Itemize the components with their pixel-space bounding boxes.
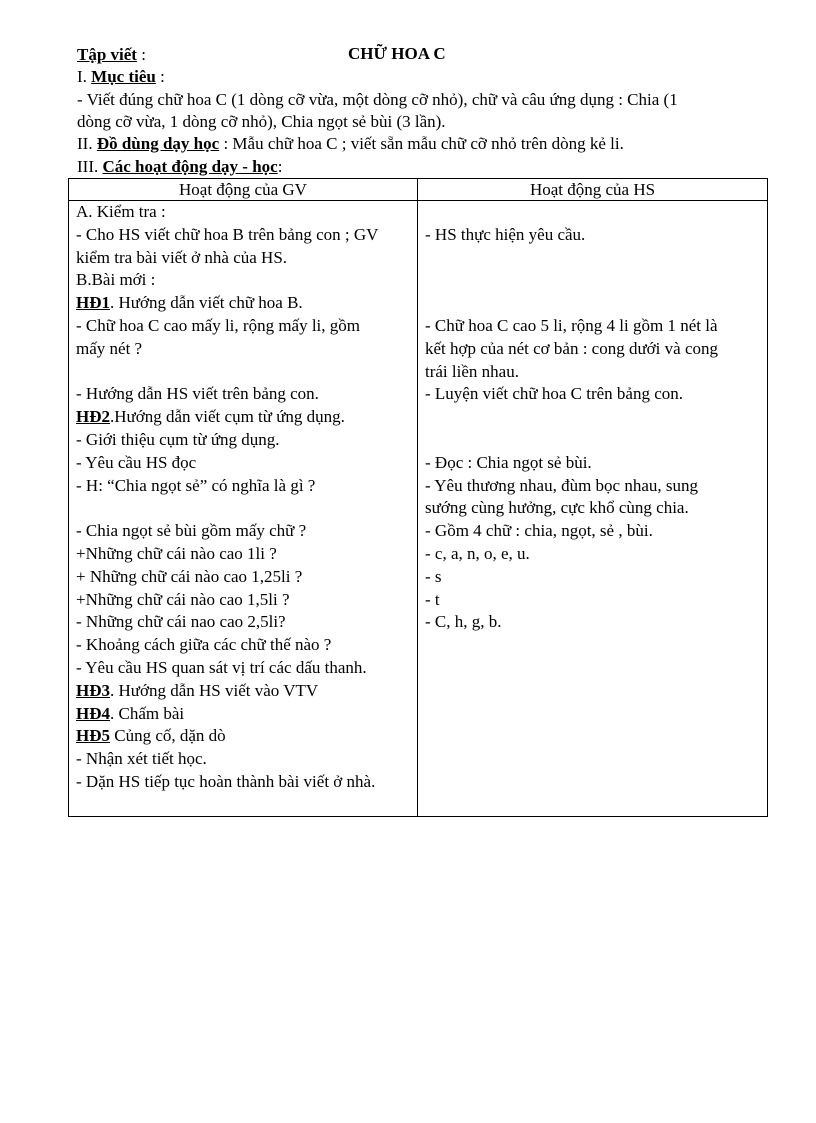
activities-num: III. <box>77 157 103 176</box>
gv-line: - Chữ hoa C cao mấy li, rộng mấy li, gồm <box>76 315 361 335</box>
hs-line: sướng cùng hưởng, cực khổ cùng chia. <box>425 498 689 518</box>
table-header-row <box>69 179 768 201</box>
gv-line: + Những chữ cái nào cao 1,25li ? <box>76 566 303 586</box>
gv-hd2-line <box>76 406 410 429</box>
gv-line: mấy nét ? <box>76 338 143 358</box>
gv-line: - Những chữ cái nao cao 2,5li? <box>76 612 286 632</box>
gv-hd1-line <box>76 292 410 315</box>
hs-line: - Gồm 4 chữ : chia, ngọt, sẻ , bùi. <box>425 521 653 541</box>
objectives-title: Mục tiêu <box>91 67 156 86</box>
gv-line: - Chia ngọt sẻ bùi gồm mấy chữ ? <box>76 521 307 541</box>
objectives-num: I. <box>77 67 92 86</box>
materials-text: : Mẫu chữ hoa C ; viết sẵn mẫu chữ cỡ nhỏ trên dòng kẻ li. <box>219 134 624 153</box>
hs-line: kết hợp của nét cơ bản : cong dưới và cong <box>425 338 718 358</box>
hs-line: - C, h, g, b. <box>425 612 502 632</box>
col-header-gv: Hoạt động của GV <box>69 179 418 201</box>
hs-line: - Yêu thương nhau, đùm bọc nhau, sung <box>425 475 699 495</box>
hs-line: - s <box>425 566 442 586</box>
gv-hd4-line <box>76 703 410 726</box>
hs-line: - Chữ hoa C cao 5 li, rộng 4 li gồm 1 nét là <box>425 315 718 335</box>
gv-line: kiểm tra bài viết ở nhà của HS. <box>76 247 288 267</box>
hs-line: - HS thực hiện yêu cầu. <box>425 224 586 244</box>
col-header-hs: Hoạt động của HS <box>418 179 768 201</box>
gv-line: - Cho HS viết chữ hoa B trên bảng con ; GV <box>76 224 379 244</box>
hd1-text: . Hướng dẫn viết chữ hoa B. <box>110 293 303 313</box>
activities-heading <box>77 156 282 177</box>
gv-line: B.Bài mới : <box>76 270 156 290</box>
hd5-label: HĐ5 <box>76 726 110 746</box>
gv-line: +Những chữ cái nào cao 1,5li ? <box>76 589 290 609</box>
objectives-heading <box>77 66 165 87</box>
activities-title: Các hoạt động dạy - học <box>102 157 278 176</box>
subject-label: Tập viết <box>77 45 137 64</box>
hd3-text: . Hướng dẫn HS viết vào VTV <box>110 680 319 700</box>
activities-suffix: : <box>277 157 283 176</box>
gv-line: - Nhận xét tiết học. <box>76 749 207 769</box>
gv-line: - Hướng dẫn HS viết trên bảng con. <box>76 384 319 404</box>
hd3-label: HĐ3 <box>76 680 110 700</box>
hd4-text: . Chấm bài <box>110 703 185 723</box>
hs-line: trái liền nhau. <box>425 361 519 381</box>
hd1-label: HĐ1 <box>76 293 110 313</box>
gv-hd5-line <box>76 725 410 748</box>
activities-table <box>68 178 768 817</box>
hd2-text: .Hướng dẫn viết cụm từ ứng dụng. <box>110 407 345 427</box>
subject-line <box>77 44 146 65</box>
objectives-line-1: - Viết đúng chữ hoa C (1 dòng cỡ vừa, một dòng cỡ nhỏ), chữ và câu ứng dụng : Chia (1 <box>77 90 678 109</box>
gv-cell <box>69 201 418 817</box>
hs-cell <box>418 201 768 817</box>
table-body-row <box>69 201 768 817</box>
gv-line: +Những chữ cái nào cao 1li ? <box>76 543 277 563</box>
hd4-label: HĐ4 <box>76 703 110 723</box>
gv-line: - Yêu cầu HS quan sát vị trí các dấu thanh. <box>76 657 367 677</box>
gv-line: - Yêu cầu HS đọc <box>76 452 197 472</box>
page-title: CHỮ HOA C <box>348 44 446 63</box>
hd2-label: HĐ2 <box>76 407 110 427</box>
gv-hd3-line <box>76 680 410 703</box>
objectives-line-2: dòng cỡ vừa, 1 dòng cỡ nhỏ), Chia ngọt sẻ bùi (3 lần). <box>77 112 446 131</box>
hd5-text: Củng cố, dặn dò <box>110 726 226 746</box>
hs-line: - Đọc : Chia ngọt sẻ bùi. <box>425 452 592 472</box>
objectives-suffix: : <box>155 67 165 86</box>
hs-line: - Luyện viết chữ hoa C trên bảng con. <box>425 384 683 404</box>
gv-line: - Giới thiệu cụm từ ứng dụng. <box>76 429 280 449</box>
materials-title: Đồ dùng dạy học <box>96 134 220 153</box>
gv-line: A. Kiểm tra : <box>76 202 166 221</box>
hs-line: - c, a, n, o, e, u. <box>425 543 530 563</box>
gv-line: - H: “Chia ngọt sẻ” có nghĩa là gì ? <box>76 475 316 495</box>
materials-line <box>77 133 624 154</box>
hs-line: - t <box>425 589 440 609</box>
gv-line: - Khoảng cách giữa các chữ thế nào ? <box>76 635 332 655</box>
gv-line: - Dặn HS tiếp tục hoàn thành bài viết ở nhà. <box>76 771 376 791</box>
subject-suffix: : <box>136 45 146 64</box>
materials-num: II. <box>77 134 97 153</box>
